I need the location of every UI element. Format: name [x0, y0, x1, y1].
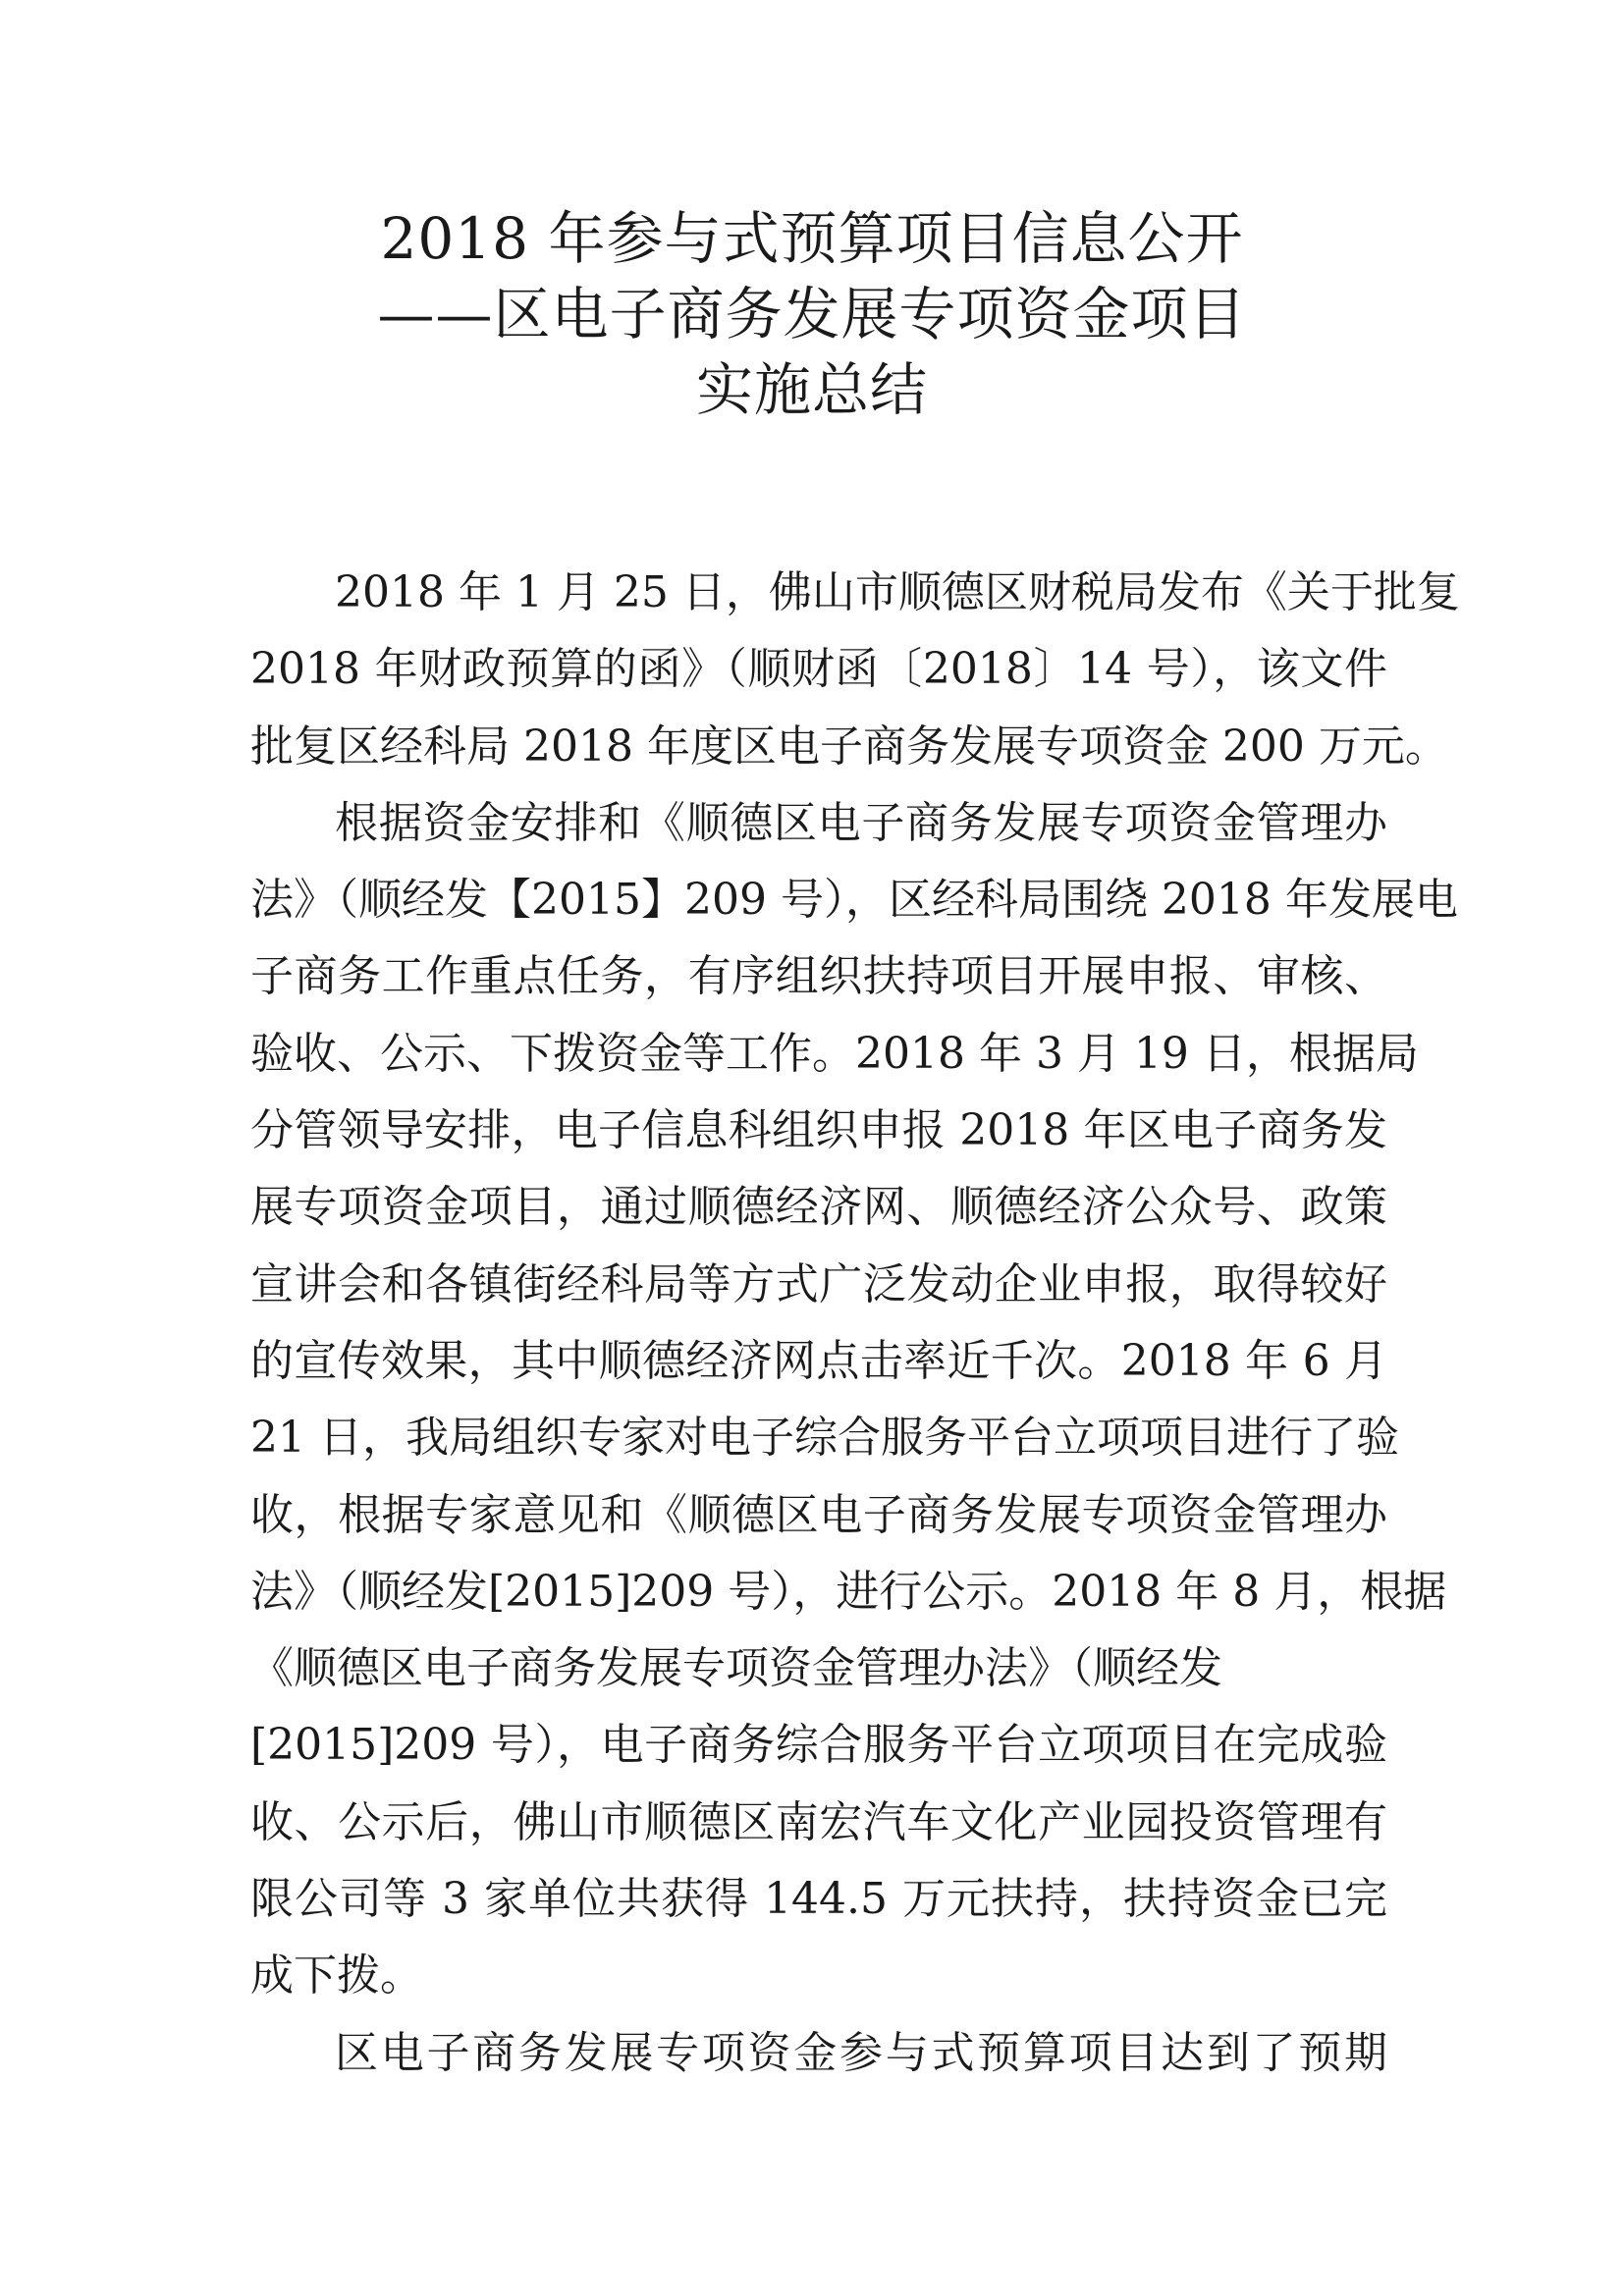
paragraph-line: 展专项资金项目，通过顺德经济网、顺德经济公众号、政策: [250, 1182, 1387, 1233]
paragraph-line: 根据资金安排和《顺德区电子商务发展专项资金管理办: [335, 797, 1387, 848]
title-line-3: 实施总结: [695, 356, 928, 423]
paragraph-line: 2018 年 1 月 25 日，佛山市顺德区财税局发布《关于批复: [335, 567, 1460, 617]
paragraph-line: 子商务工作重点任务，有序组织扶持项目开展申报、审核、: [250, 951, 1387, 1002]
paragraph-line: 收，根据专家意见和《顺德区电子商务发展专项资金管理办: [250, 1489, 1387, 1540]
paragraph-line: 21 日，我局组织专家对电子综合服务平台立项项目进行了验: [250, 1413, 1399, 1464]
paragraph-line: 区电子商务发展专项资金参与式预算项目达到了预期: [335, 2027, 1387, 2078]
paragraph-line: 收、公示后，佛山市顺德区南宏汽车文化产业园投资管理有: [250, 1796, 1387, 1847]
document-body: [250, 555, 1460, 2092]
paragraph-line: 法》（顺经发[2015]209 号），进行公示。2018 年 8 月，根据: [250, 1566, 1447, 1617]
paragraph-2: [250, 785, 1458, 2015]
paragraph-1: [250, 555, 1460, 785]
paragraph-line: 宣讲会和各镇街经科局等方式广泛发动企业申报，取得较好: [250, 1258, 1387, 1309]
document-title: [0, 201, 1624, 428]
title-line-1: 2018 年参与式预算项目信息公开: [380, 205, 1244, 272]
paragraph-line: 分管领导安排，电子信息科组织申报 2018 年区电子商务发: [250, 1105, 1387, 1156]
paragraph-line: 限公司等 3 家单位共获得 144.5 万元扶持，扶持资金已完: [250, 1874, 1387, 1925]
paragraph-line: 验收、公示、下拨资金等工作。2018 年 3 月 19 日，根据局: [250, 1028, 1419, 1079]
title-line-2: ——区电子商务发展专项资金项目: [377, 281, 1247, 347]
paragraph-line: 批复区经科局 2018 年度区电子商务发展专项资金 200 万元。: [250, 721, 1448, 772]
paragraph-line: 《顺德区电子商务发展专项资金管理办法》（顺经发: [250, 1643, 1222, 1694]
paragraph-line: 成下拨。: [250, 1950, 423, 2002]
paragraph-line: 法》（顺经发【2015】209 号），区经科局围绕 2018 年发展电: [250, 875, 1458, 926]
paragraph-line: 的宣传效果，其中顺德经济网点击率近千次。2018 年 6 月: [250, 1335, 1387, 1386]
paragraph-line: 2018 年财政预算的函》（顺财函〔2018〕14 号），该文件: [250, 644, 1387, 695]
paragraph-line: [2015]209 号），电子商务综合服务平台立项项目在完成验: [250, 1720, 1387, 1771]
paragraph-3: [250, 2015, 1387, 2092]
